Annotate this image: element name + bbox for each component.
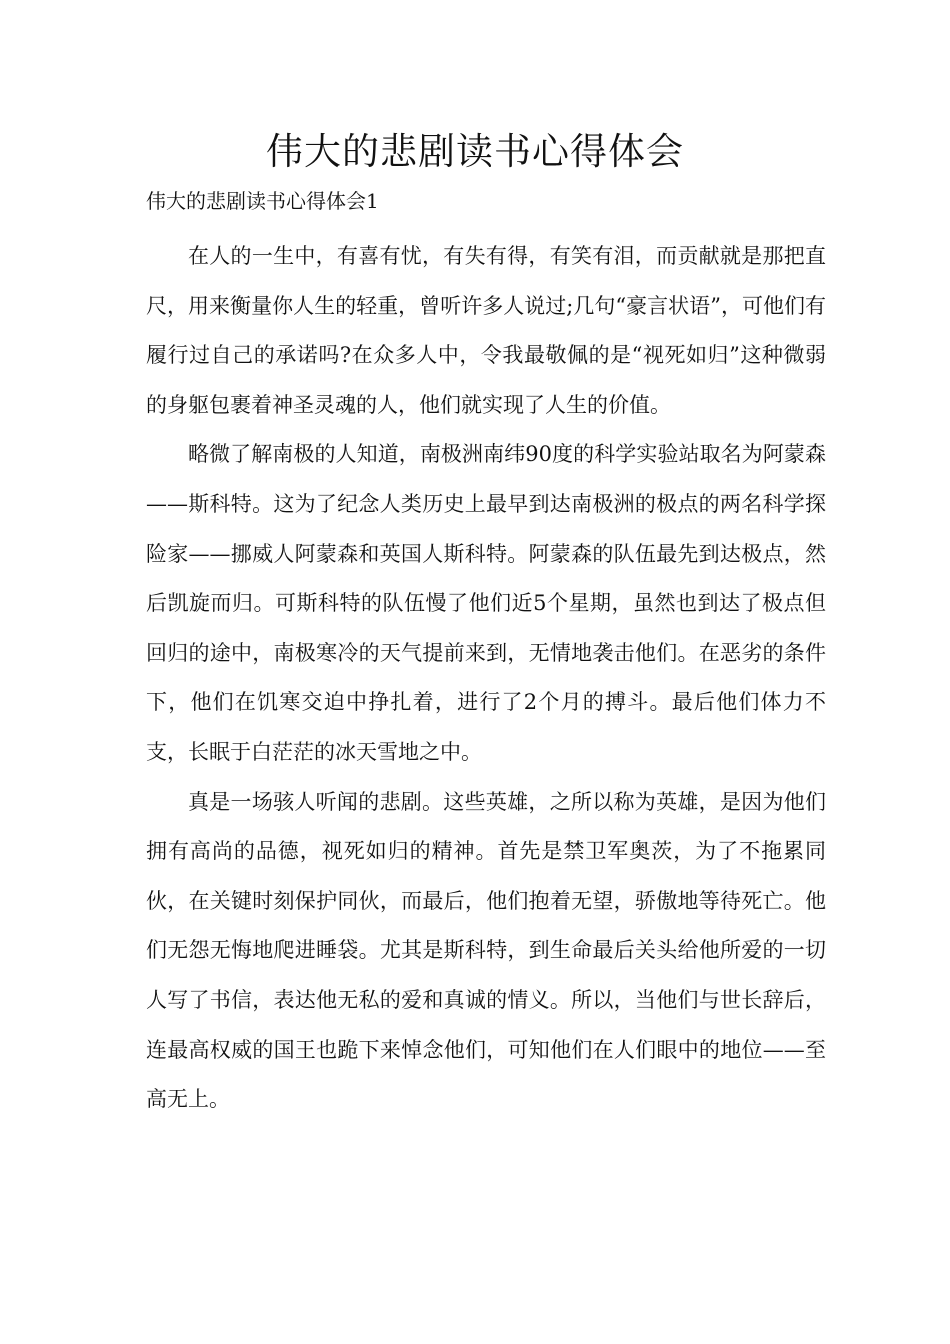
paragraph-3: 真是一场骇人听闻的悲剧。这些英雄，之所以称为英雄，是因为他们拥有高尚的品德，视死如归的精神。首先是禁卫军奥茨，为了不拖累同伙，在关键时刻保护同伙，而最后，他们抱着无望，骄傲地等待死亡。他们无怨无悔地爬进睡袋。尤其是斯科特，到生命最后关头给他所爱的一切人写了书信，表达他无私的爱和真诚的情义。所以，当他们与世长辞后，连最高权威的国王也跪下来悼念他们，可知他们在人们眼中的地位——至高无上。 bbox=[146, 789, 826, 1112]
section-heading: 伟大的悲剧读书心得体会1 bbox=[146, 189, 379, 213]
document-title: 伟大的悲剧读书心得体会 bbox=[266, 130, 684, 173]
paragraph-2: 略微了解南极的人知道，南极洲南纬90度的科学实验站取名为阿蒙森——斯科特。这为了纪念人类历史上最早到达南极洲的极点的两名科学探险家——挪威人阿蒙森和英国人斯科特。阿蒙森的队伍最先到达极点，然后凯旋而归。可斯科特的队伍慢了他们近5个星期，虽然也到达了极点但回归的途中，南极寒冷的天气提前来到，无情地袭击他们。在恶劣的条件下，他们在饥寒交迫中挣扎着，进行了2个月的搏斗。最后他们体力不支，长眠于白茫茫的冰天雪地之中。 bbox=[146, 442, 826, 764]
document-body bbox=[146, 232, 826, 1125]
paragraph-1: 在人的一生中，有喜有忧，有失有得，有笑有泪，而贡献就是那把直尺，用来衡量你人生的轻重，曾听许多人说过;几句“豪言状语”，可他们有履行过自己的承诺吗?在众多人中，令我最敬佩的是“视死如归”这种微弱的身躯包裹着神圣灵魂的人，他们就实现了人生的价值。 bbox=[146, 244, 826, 417]
